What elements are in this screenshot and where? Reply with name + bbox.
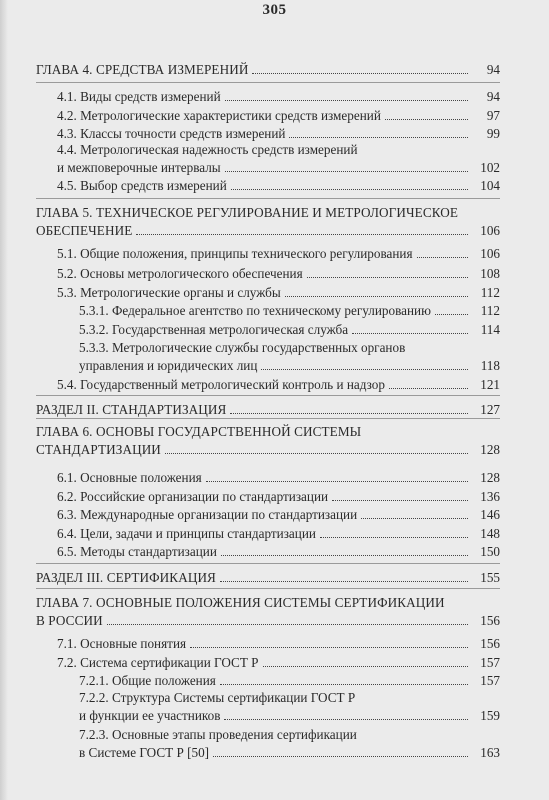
dot-leader xyxy=(361,518,468,519)
dot-leader xyxy=(289,137,468,138)
toc-entry-label: ГЛАВА 4. СРЕДСТВА ИЗМЕРЕНИЙ xyxy=(36,62,249,77)
dot-leader xyxy=(206,481,468,482)
toc-page-number: 159 xyxy=(480,708,500,723)
toc-page-number: 104 xyxy=(480,178,500,193)
toc-entry-label: 5.3.3. Метрологические службы государственных органов xyxy=(79,340,406,355)
toc-page-number: 156 xyxy=(480,636,500,651)
toc-page-number: 156 xyxy=(480,613,500,628)
dot-leader xyxy=(320,537,468,538)
toc-page-number: 128 xyxy=(480,470,500,485)
dot-leader xyxy=(285,296,468,297)
page-number: 305 xyxy=(262,2,287,18)
toc-entry-label: 6.4. Цели, задачи и принципы стандартизации xyxy=(57,526,316,541)
toc-divider xyxy=(36,563,500,564)
toc-page-number: 106 xyxy=(480,246,500,261)
toc-entry-label: 7.2. Система сертификации ГОСТ Р xyxy=(57,655,259,670)
toc-entry-label: 6.2. Российские организации по стандартизации xyxy=(57,489,329,504)
toc-entry-label: и межповерочные интервалы xyxy=(57,160,221,175)
toc-page-number: 127 xyxy=(480,402,500,417)
toc-entry-label: управления и юридических лиц xyxy=(79,358,258,373)
toc-divider xyxy=(36,418,500,419)
toc-page-number: 94 xyxy=(486,62,500,77)
toc-page-number: 157 xyxy=(480,673,500,688)
toc-page-number: 146 xyxy=(480,507,500,522)
toc-page-number: 155 xyxy=(480,570,500,585)
dot-leader xyxy=(107,624,468,625)
toc-entry-label: 4.5. Выбор средств измерений xyxy=(57,178,227,193)
dot-leader xyxy=(385,119,468,120)
dot-leader xyxy=(224,719,468,720)
toc-entry-label: 7.2.2. Структура Системы сертификации ГОСТ Р xyxy=(79,690,356,705)
toc-divider xyxy=(36,588,500,589)
dot-leader xyxy=(230,413,468,414)
toc-entry-label: 4.2. Метрологические характеристики средств измерений xyxy=(57,108,381,123)
toc-entry-label: ГЛАВА 6. ОСНОВЫ ГОСУДАРСТВЕННОЙ СИСТЕМЫ xyxy=(36,424,362,439)
dot-leader xyxy=(220,684,468,685)
toc-entry-label: 5.4. Государственный метрологический контроль и надзор xyxy=(57,377,385,392)
toc-entry-label: ГЛАВА 5. ТЕХНИЧЕСКОЕ РЕГУЛИРОВАНИЕ И МЕТРОЛОГИЧЕСКОЕ xyxy=(36,205,459,220)
toc-entry-label: СТАНДАРТИЗАЦИИ xyxy=(36,442,161,457)
toc-page-number: 163 xyxy=(480,745,500,760)
toc-entry-label: 5.1. Общие положения, принципы технического регулирования xyxy=(57,246,413,261)
dot-leader xyxy=(231,189,468,190)
toc-page-number: 112 xyxy=(480,285,500,300)
toc-entry-label: 5.3.1. Федеральное агентство по техническому регулированию xyxy=(79,303,431,318)
dot-leader xyxy=(221,555,468,556)
toc-page-number: 106 xyxy=(480,223,500,238)
toc-divider xyxy=(36,82,500,83)
toc-entry-label: 6.1. Основные положения xyxy=(57,470,202,485)
toc-page-number: 157 xyxy=(480,655,500,670)
toc-entry-label: и функции ее участников xyxy=(79,708,221,723)
toc-page-number: 118 xyxy=(480,358,500,373)
toc-entry-label: РАЗДЕЛ III. СЕРТИФИКАЦИЯ xyxy=(36,570,216,585)
toc-page-number: 148 xyxy=(480,526,500,541)
toc-page-number: 94 xyxy=(486,89,500,104)
toc-page-number: 114 xyxy=(480,322,500,337)
toc-divider xyxy=(36,198,500,199)
dot-leader xyxy=(417,257,468,258)
toc-entry-label: ОБЕСПЕЧЕНИЕ xyxy=(36,223,133,238)
toc-entry-label: 7.2.1. Общие положения xyxy=(79,673,216,688)
dot-leader xyxy=(352,333,468,334)
toc-entry-label: 6.3. Международные организации по стандартизации xyxy=(57,507,358,522)
dot-leader xyxy=(263,666,468,667)
dot-leader xyxy=(213,756,468,757)
toc-page-number: 121 xyxy=(480,377,500,392)
toc-entry-label: 5.2. Основы метрологического обеспечения xyxy=(57,266,303,281)
dot-leader xyxy=(261,369,468,370)
dot-leader xyxy=(332,500,468,501)
toc-page-number: 150 xyxy=(480,544,500,559)
toc-page-number: 99 xyxy=(486,126,500,141)
toc-entry-label: 6.5. Методы стандартизации xyxy=(57,544,217,559)
dot-leader xyxy=(435,314,468,315)
toc-entry-label: 5.3. Метрологические органы и службы xyxy=(57,285,281,300)
dot-leader xyxy=(307,277,468,278)
toc-page-number: 102 xyxy=(480,160,500,175)
dot-leader xyxy=(165,453,468,454)
toc-entry-label: РАЗДЕЛ II. СТАНДАРТИЗАЦИЯ xyxy=(36,402,227,417)
dot-leader xyxy=(190,647,468,648)
toc-divider xyxy=(36,395,500,396)
dot-leader xyxy=(136,234,468,235)
toc-page-number: 97 xyxy=(486,108,500,123)
dot-leader xyxy=(252,73,468,74)
toc-entry-label: 4.4. Метрологическая надежность средств измерений xyxy=(57,142,358,157)
toc-entry-label: 4.1. Виды средств измерений xyxy=(57,89,221,104)
toc-entry-label: 5.3.2. Государственная метрологическая служба xyxy=(79,322,349,337)
toc-page-number: 128 xyxy=(480,442,500,457)
toc-page-number: 112 xyxy=(480,303,500,318)
dot-leader xyxy=(225,100,468,101)
toc-page-number: 108 xyxy=(480,266,500,281)
dot-leader xyxy=(220,581,468,582)
toc-entry-label: В РОССИИ xyxy=(36,613,103,628)
toc-entry-label: ГЛАВА 7. ОСНОВНЫЕ ПОЛОЖЕНИЯ СИСТЕМЫ СЕРТИФИКАЦИИ xyxy=(36,595,445,610)
toc-entry-label: 4.3. Классы точности средств измерений xyxy=(57,126,286,141)
toc-entry-label: в Системе ГОСТ Р [50] xyxy=(79,745,210,760)
dot-leader xyxy=(225,171,468,172)
toc-entry-label: 7.2.3. Основные этапы проведения сертификации xyxy=(79,727,357,742)
toc-entry-label: 7.1. Основные понятия xyxy=(57,636,187,651)
toc-page-number: 136 xyxy=(480,489,500,504)
dot-leader xyxy=(389,388,468,389)
